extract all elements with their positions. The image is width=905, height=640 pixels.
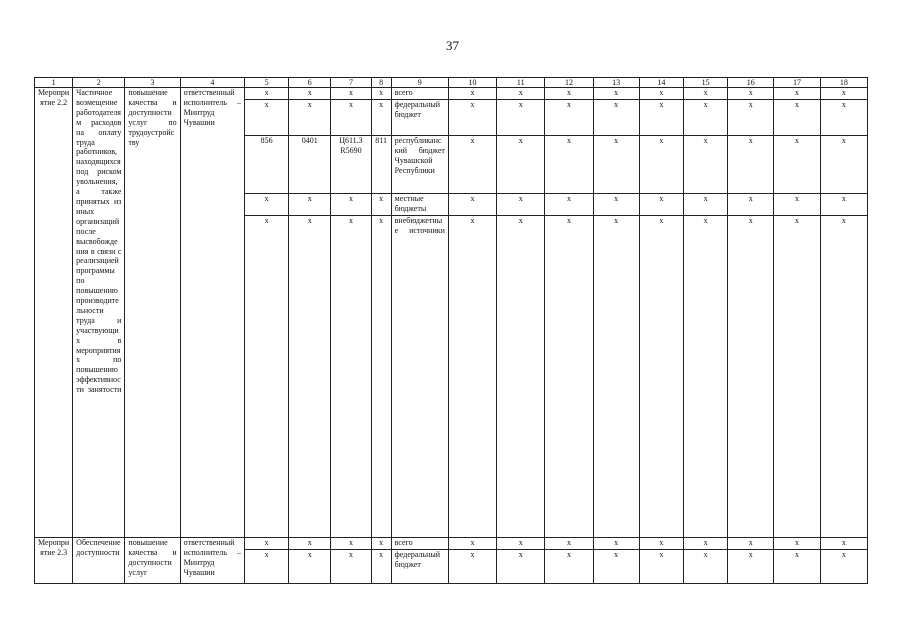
value-cell: x: [545, 100, 593, 136]
value-cell: x: [774, 136, 820, 194]
event-executor: ответственный исполнитель – Минтруд Чувашии: [180, 538, 244, 584]
column-number: 6: [289, 78, 331, 88]
value-cell: x: [593, 194, 639, 216]
value-cell: x: [497, 100, 545, 136]
value-cell: x: [683, 88, 727, 100]
budget-code-cell: x: [289, 88, 331, 100]
value-cell: x: [820, 538, 867, 550]
column-number-row: [35, 78, 868, 88]
value-cell: x: [593, 216, 639, 538]
budget-code-cell: x: [289, 100, 331, 136]
budget-code-cell: x: [289, 550, 331, 584]
budget-code-cell: x: [289, 538, 331, 550]
value-cell: x: [448, 100, 496, 136]
value-cell: x: [728, 136, 774, 194]
value-cell: x: [774, 88, 820, 100]
event-executor: ответственный исполнитель – Минтруд Чувашии: [180, 88, 244, 538]
column-number: 18: [820, 78, 867, 88]
value-cell: x: [728, 538, 774, 550]
value-cell: x: [683, 550, 727, 584]
funding-source: республиканский бюджет Чувашской Республики: [391, 136, 448, 194]
column-number: 17: [774, 78, 820, 88]
funding-source: федеральный бюджет: [391, 100, 448, 136]
event-goal: повышение качества и доступности услуг по трудоустройству: [125, 88, 180, 538]
budget-code-cell: x: [244, 88, 288, 100]
value-cell: x: [448, 550, 496, 584]
value-cell: x: [497, 136, 545, 194]
value-cell: x: [820, 216, 867, 538]
budget-code-cell: x: [289, 194, 331, 216]
column-number: 1: [35, 78, 73, 88]
column-number: 11: [497, 78, 545, 88]
column-number: 3: [125, 78, 180, 88]
value-cell: x: [639, 550, 683, 584]
value-cell: x: [728, 550, 774, 584]
value-cell: x: [639, 100, 683, 136]
value-cell: x: [820, 136, 867, 194]
funding-source: федеральный бюджет: [391, 550, 448, 584]
column-number: 12: [545, 78, 593, 88]
budget-code-cell: x: [331, 88, 371, 100]
table-row: [35, 538, 868, 550]
value-cell: x: [448, 538, 496, 550]
budget-code-cell: x: [244, 216, 288, 538]
value-cell: x: [683, 136, 727, 194]
column-number: 10: [448, 78, 496, 88]
funding-source: внебюджетные источники: [391, 216, 448, 538]
value-cell: x: [545, 538, 593, 550]
event-description: Частичное возмещение работодателям расходов на оплату труда работников, находящихся под риском увольнения, а также принятых из иных организаций после высвобождения в связи с реализацией программы по повышению производительности труда и участвующих в мероприятиях по повышению эффективности занятости: [73, 88, 125, 538]
budget-code-cell: x: [289, 216, 331, 538]
value-cell: x: [683, 216, 727, 538]
value-cell: x: [639, 136, 683, 194]
budget-code-cell: Ц611.3 R5690: [331, 136, 371, 194]
event-name: Мероприятие 2.3: [35, 538, 73, 584]
budget-code-cell: x: [331, 550, 371, 584]
column-number: 8: [371, 78, 391, 88]
value-cell: x: [774, 538, 820, 550]
value-cell: x: [774, 216, 820, 538]
value-cell: x: [593, 100, 639, 136]
value-cell: x: [545, 550, 593, 584]
budget-code-cell: x: [244, 100, 288, 136]
value-cell: x: [593, 136, 639, 194]
column-number: 5: [244, 78, 288, 88]
value-cell: x: [497, 550, 545, 584]
value-cell: x: [497, 88, 545, 100]
budget-code-cell: x: [244, 538, 288, 550]
value-cell: x: [593, 88, 639, 100]
value-cell: x: [545, 194, 593, 216]
budget-code-cell: x: [331, 216, 371, 538]
value-cell: x: [497, 538, 545, 550]
budget-code-cell: x: [331, 194, 371, 216]
table-row: [35, 88, 868, 100]
column-number: 9: [391, 78, 448, 88]
value-cell: x: [639, 538, 683, 550]
value-cell: x: [728, 88, 774, 100]
budget-code-cell: x: [371, 550, 391, 584]
value-cell: x: [728, 100, 774, 136]
value-cell: x: [820, 100, 867, 136]
page-number: 37: [446, 38, 459, 53]
value-cell: x: [497, 216, 545, 538]
column-number: 4: [180, 78, 244, 88]
value-cell: x: [545, 216, 593, 538]
value-cell: x: [639, 194, 683, 216]
budget-code-cell: x: [371, 216, 391, 538]
column-number: 13: [593, 78, 639, 88]
budget-code-cell: x: [371, 88, 391, 100]
event-name: Мероприятие 2.2: [35, 88, 73, 538]
budget-code-cell: x: [371, 538, 391, 550]
value-cell: x: [820, 88, 867, 100]
value-cell: x: [820, 550, 867, 584]
column-number: 7: [331, 78, 371, 88]
column-number: 2: [73, 78, 125, 88]
column-number: 15: [683, 78, 727, 88]
value-cell: x: [774, 194, 820, 216]
value-cell: x: [448, 136, 496, 194]
budget-code-cell: x: [244, 550, 288, 584]
budget-code-cell: 0401: [289, 136, 331, 194]
value-cell: x: [545, 88, 593, 100]
value-cell: x: [820, 194, 867, 216]
budget-code-cell: x: [371, 194, 391, 216]
value-cell: x: [683, 100, 727, 136]
value-cell: x: [448, 216, 496, 538]
column-number: 14: [639, 78, 683, 88]
budget-code-cell: x: [331, 538, 371, 550]
funding-source: всего: [391, 538, 448, 550]
value-cell: x: [497, 194, 545, 216]
value-cell: x: [593, 550, 639, 584]
value-cell: x: [593, 538, 639, 550]
budget-table: [34, 77, 868, 584]
value-cell: x: [639, 216, 683, 538]
funding-source: местные бюджеты: [391, 194, 448, 216]
value-cell: x: [448, 88, 496, 100]
budget-code-cell: x: [244, 194, 288, 216]
value-cell: x: [774, 550, 820, 584]
value-cell: x: [639, 88, 683, 100]
value-cell: x: [774, 100, 820, 136]
event-goal: повышение качества и доступности услуг: [125, 538, 180, 584]
funding-source: всего: [391, 88, 448, 100]
value-cell: x: [448, 194, 496, 216]
budget-code-cell: x: [331, 100, 371, 136]
value-cell: x: [683, 194, 727, 216]
value-cell: x: [728, 216, 774, 538]
column-number: 16: [728, 78, 774, 88]
value-cell: x: [728, 194, 774, 216]
budget-code-cell: x: [371, 100, 391, 136]
value-cell: x: [683, 538, 727, 550]
budget-code-cell: 856: [244, 136, 288, 194]
event-description: Обеспечение доступности: [73, 538, 125, 584]
budget-code-cell: 811: [371, 136, 391, 194]
value-cell: x: [545, 136, 593, 194]
